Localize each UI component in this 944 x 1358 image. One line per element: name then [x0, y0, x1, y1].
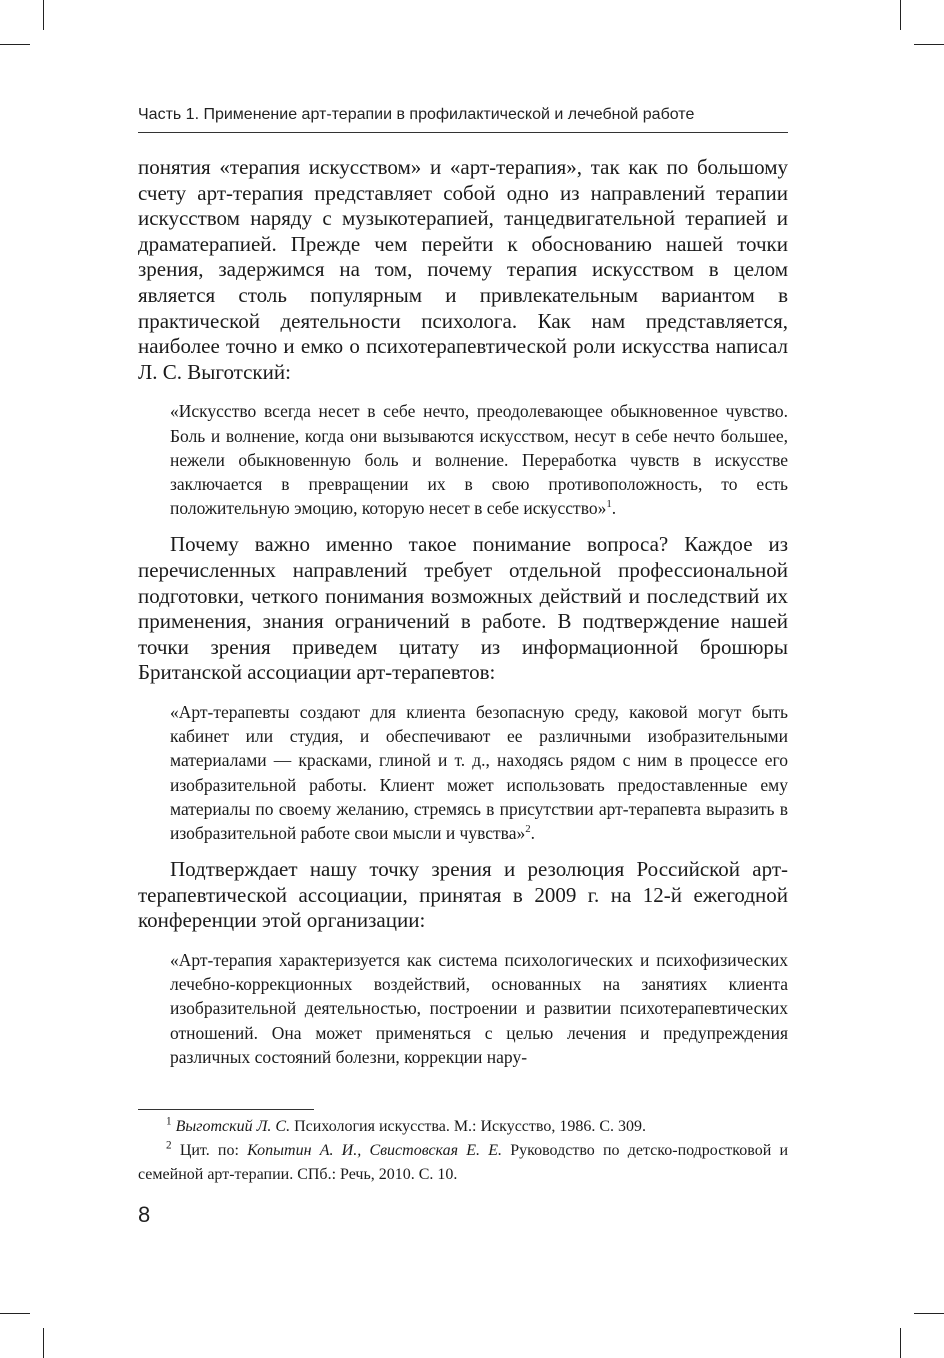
- page-number: 8: [138, 1202, 151, 1227]
- paragraph-1: понятия «терапия искусством» и «арт-терапия», так как по большому счету арт-терапия представляет собой одно из направлений терапии искусством наряду с музыкотерапией, танцедвигательной терапией и драматерапией. Прежде чем перейти к обоснованию нашей точки зрения, задержимся на том, почему терапия искусством в целом является столь популярным и привлекательным вариантом в практической деятельности психолога. Как нам представляется, наиболее точно и емко о психотерапевтической роли искусства написал Л. С. Выготский:: [138, 155, 788, 384]
- footnote-author: Копытин А. И., Свистовская Е. Е.: [247, 1142, 503, 1159]
- footnote-number: 2: [166, 1139, 172, 1152]
- quote-1: [170, 399, 788, 520]
- quote-3-text: «Арт-терапия характеризуется как система психологических и психофизических лечебно-коррекционных воздействий, основанных на занятиях клиента изобразительной деятельностью, построении и развитии психотерапевтических отношений. Она может применяться с целью лечения и предупреждения различных состояний болезни, коррекции нару-: [170, 949, 788, 1067]
- footnote-ref-1[interactable]: 1: [606, 498, 612, 511]
- crop-mark: [900, 0, 901, 30]
- running-header: Часть 1. Применение арт-терапии в профилактической и лечебной работе: [138, 104, 788, 133]
- footnote-text: Психология искусства. М.: Искусство, 1986. С. 309.: [294, 1118, 646, 1135]
- page-body: [138, 155, 788, 1081]
- footnote-prefix: Цит. по:: [179, 1142, 239, 1159]
- quote-2: [170, 700, 788, 845]
- footnote-ref-2[interactable]: 2: [525, 823, 531, 836]
- quote-1-text: «Искусство всегда несет в себе нечто, преодолевающее обыкновенное чувство. Боль и волнение, когда они вызываются искусством, несут в себе нечто большее, нежели обыкновенную боль и волнение. Переработка чувств в искусстве заключается в превращении их в свою противоположность, то есть положительную эмоцию, которую несет в себе искусство»: [170, 401, 788, 519]
- crop-mark: [0, 44, 30, 45]
- crop-mark: [914, 1313, 944, 1314]
- footnote-text: Руководство по детско-подростковой и семейной арт-терапии. СПб.: Речь, 2010. С. 10.: [138, 1142, 789, 1183]
- crop-mark: [914, 44, 944, 45]
- footnote-number: 1: [166, 1115, 172, 1128]
- quote-2-end: .: [530, 822, 536, 843]
- crop-mark: [900, 1328, 901, 1358]
- footnote-separator: [138, 1109, 314, 1110]
- quote-1-end: .: [611, 498, 617, 519]
- crop-mark: [43, 1328, 44, 1358]
- footnotes: [138, 1115, 788, 1187]
- paragraph-2: Почему важно именно такое понимание вопроса? Каждое из перечисленных направлений требует отдельной профессиональной подготовки, четкого понимания возможных действий и последствий их применения, знания ограничений в работе. В подтверждение нашей точки зрения приведем цитату из информационной брошюры Британской ассоциации арт-терапевтов:: [138, 532, 788, 685]
- footnote-2: [138, 1139, 788, 1187]
- paragraph-3: Подтверждает нашу точку зрения и резолюция Российской арт-терапевтической ассоциации, принятая в 2009 г. на 12-й ежегодной конференции этой организации:: [138, 857, 788, 933]
- crop-mark: [43, 0, 44, 30]
- footnote-1: [138, 1115, 788, 1139]
- quote-3: [170, 948, 788, 1069]
- quote-2-text: «Арт-терапевты создают для клиента безопасную среду, каковой могут быть кабинет или студия, и обеспечивают ее различными изобразительными материалами — красками, глиной и т. д., находясь рядом с ним в процессе его изобразительной работы. Клиент может использовать предоставленные ему материалы по своему желанию, стремясь в присутствии арт-терапевта выразить в изобразительной работе свои мысли и чувства»: [170, 701, 788, 843]
- footnote-author: Выготский Л. С.: [175, 1118, 291, 1135]
- crop-mark: [0, 1313, 30, 1314]
